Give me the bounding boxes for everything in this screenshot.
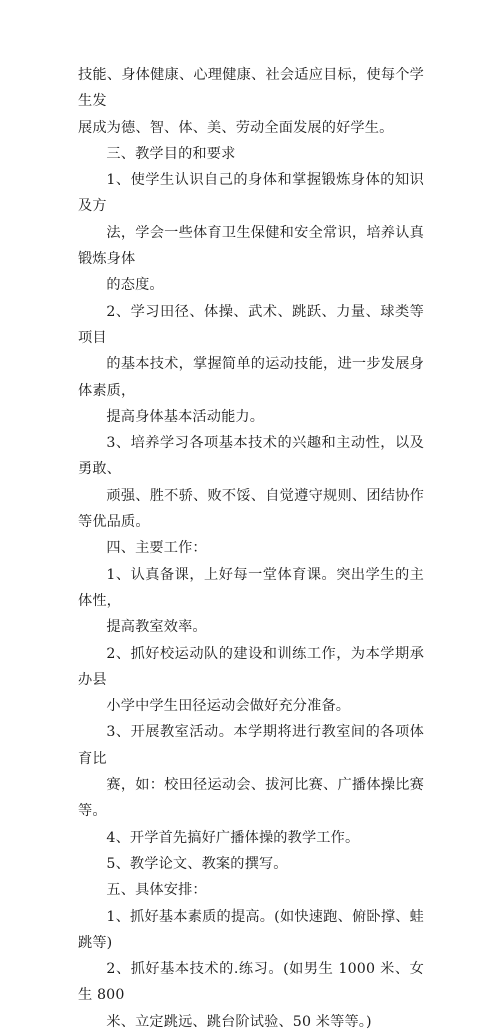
text-line: 技能、身体健康、心理健康、社会适应目标，使每个学生发 [78, 67, 424, 110]
text-line: 赛，如：校田径运动会、拔河比赛、广播体操比赛等。 [78, 777, 424, 820]
text-line: 三、教学目的和要求 [106, 145, 236, 162]
text-line: 4、开学首先搞好广播体操的教学工作。 [106, 829, 360, 846]
text-line: 提高身体基本活动能力。 [106, 408, 265, 425]
paragraph [78, 719, 424, 824]
paragraph [78, 62, 424, 141]
paragraph [78, 825, 424, 851]
paragraph [78, 851, 424, 877]
text-line: 1、抓好基本素质的提高。(如快速跑、俯卧撑、蛙跳等) [78, 908, 424, 951]
text-line: 1、使学生认识自己的身体和掌握锻炼身体的知识及方 [78, 172, 424, 215]
paragraph [78, 430, 424, 535]
text-line: 5、教学论文、教案的撰写。 [106, 855, 288, 872]
paragraph [78, 167, 424, 298]
text-line: 的基本技术，掌握简单的运动技能，进一步发展身体素质， [78, 356, 424, 399]
text-line: 的态度。 [106, 277, 164, 294]
section-heading [78, 877, 424, 903]
text-line: 提高教室效率。 [106, 619, 207, 636]
text-line: 米、立定跳远、跳台阶试验、50 米等等。) [106, 1013, 372, 1030]
section-heading [78, 535, 424, 561]
text-line: 五、具体安排： [106, 882, 207, 899]
text-line: 2、学习田径、体操、武术、跳跃、力量、球类等项目 [78, 303, 424, 346]
text-line: 1、认真备课，上好每一堂体育课。突出学生的主体性， [78, 566, 424, 609]
text-line: 四、主要工作： [106, 540, 207, 557]
text-line: 3、培养学习各项基本技术的兴趣和主动性，以及勇敢、 [78, 435, 424, 478]
document-body [78, 62, 424, 1035]
text-line: 小学中学生田径运动会做好充分准备。 [106, 698, 351, 715]
paragraph [78, 956, 424, 1035]
paragraph [78, 562, 424, 641]
text-line: 2、抓好基本技术的.练习。(如男生 1000 米、女生 800 [78, 961, 424, 1004]
text-line: 展成为德、智、体、美、劳动全面发展的好学生。 [78, 119, 394, 136]
text-line: 顽强、胜不骄、败不馁、自觉遵守规则、团结协作等优品质。 [78, 487, 424, 531]
section-heading [78, 141, 424, 167]
text-line: 法，学会一些体育卫生保健和安全常识，培养认真锻炼身体 [78, 224, 424, 268]
text-line: 3、开展教室活动。本学期将进行教室间的各项体育比 [78, 724, 424, 767]
paragraph [78, 299, 424, 430]
paragraph [78, 904, 424, 957]
text-line: 2、抓好校运动队的建设和训练工作，为本学期承办县 [78, 645, 424, 688]
paragraph [78, 641, 424, 720]
